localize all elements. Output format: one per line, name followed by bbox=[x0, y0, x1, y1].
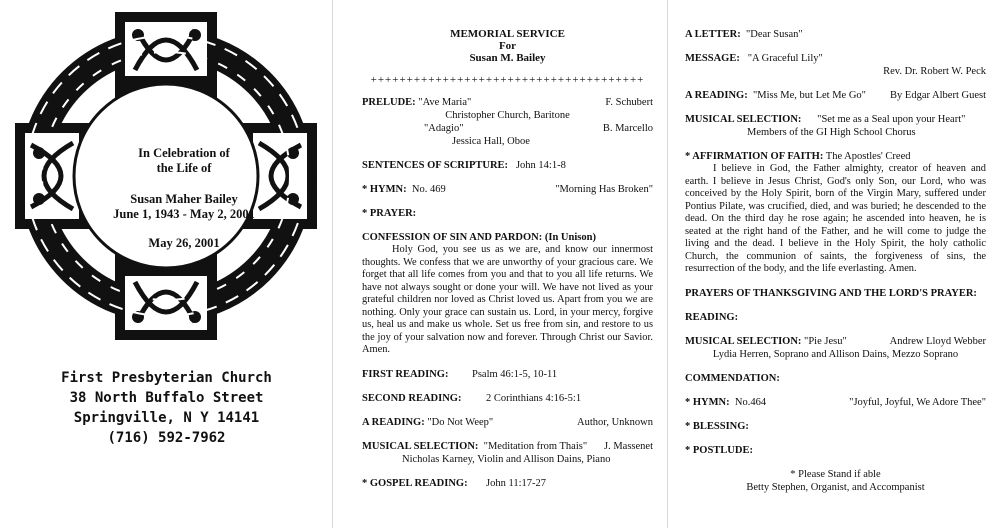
musical-selection-row bbox=[685, 113, 986, 126]
church-info bbox=[0, 368, 333, 448]
message-label: MESSAGE: bbox=[685, 53, 740, 64]
musical2-row bbox=[685, 335, 986, 348]
musical-label: MUSICAL SELECTION: bbox=[362, 440, 479, 452]
first-reading-ref: Psalm 46:1-5, 10-11 bbox=[472, 368, 558, 380]
celebration-text bbox=[111, 146, 257, 251]
letter-label: A LETTER: bbox=[685, 29, 741, 40]
church-street: 38 North Buffalo Street bbox=[69, 390, 264, 406]
hymn2-row bbox=[685, 396, 986, 409]
musical-title: "Meditation from Thais" bbox=[483, 440, 588, 452]
second-reading-label: SECOND READING: bbox=[362, 392, 462, 404]
letter-title: "Dear Susan" bbox=[745, 29, 803, 40]
confession-text: Holy God, you see us as we are, and know our innermost thoughts. We confess that we are unworthy of your gracious care. We forget that all life comes from you and that to you all life returns. We have not always sought or done your will. We have not lived as your grateful children nor loved as Christ loved us. Apart from you we are nothing. Only your grace can sustain us. Lord, in your mercy, forgive us, heal us and make us whole. Set us free from sin, and restore to us the joy of your salvation now and forever. Through Christ our Savior. Amen. bbox=[362, 244, 653, 355]
church-city: Springville, N Y 14141 bbox=[73, 410, 260, 426]
hymn-number: No. 469 bbox=[411, 184, 446, 195]
prayers-label: PRAYERS OF THANKSGIVING AND THE LORD'S PRAYER: bbox=[685, 287, 977, 299]
a-reading-title: "Do Not Weep" bbox=[427, 416, 494, 428]
life-dates: June 1, 1943 - May 2, 2001 bbox=[113, 207, 255, 221]
postlude-label: * POSTLUDE: bbox=[685, 444, 753, 456]
stand-note: * Please Stand if able bbox=[790, 468, 881, 480]
service-for: For bbox=[498, 40, 517, 52]
musical-composer: J. Massenet bbox=[604, 440, 653, 452]
blessing-label: * BLESSING: bbox=[685, 420, 749, 432]
affirmation-creed: The Apostles' Creed bbox=[825, 151, 911, 162]
hymn-row bbox=[362, 183, 653, 196]
second-reading-row bbox=[362, 392, 653, 405]
letter-row bbox=[685, 28, 986, 41]
organist-credit: Betty Stephen, Organist, and Accompanist bbox=[746, 481, 925, 493]
reading-label: A READING: bbox=[685, 90, 748, 101]
service-date: May 26, 2001 bbox=[148, 236, 220, 250]
service-title: MEMORIAL SERVICE bbox=[450, 28, 565, 40]
hymn2-label: * HYMN: bbox=[685, 396, 730, 408]
affirmation-text: I believe in God, the Father almighty, creator of heaven and earth. I believe in Jesus Christ, God's only Son, our Lord, who was conceived by the Holy Spirit, born of the Virgin Mary, suffered under Pontius Pilate, was crucified, died, and was buried; he descended to the dead. On the third day he rose again; he ascended into heaven, he is seated at the right hand of the Father, and he will come to judge the living and the dead. I believe in the Holy Spirit, the holy catholic Church, the communion of saints, the forgiveness of sins, the resurrection of the body, and the life everlasting. Amen. bbox=[685, 163, 986, 274]
prelude-piece1: "Ave Maria" bbox=[418, 97, 472, 108]
musical2-composer: Andrew Lloyd Webber bbox=[889, 335, 986, 347]
first-reading-label: FIRST READING: bbox=[362, 368, 449, 380]
hymn2-number: No.464 bbox=[734, 396, 767, 408]
a-reading-row bbox=[362, 416, 653, 429]
reading-title: "Miss Me, but Let Me Go" bbox=[752, 90, 866, 101]
prelude-label: PRELUDE: bbox=[362, 97, 416, 108]
reading-row bbox=[685, 89, 986, 102]
celtic-cross-emblem bbox=[15, 10, 317, 342]
divider: ++++++++++++++++++++++++++++++++++++++ bbox=[370, 74, 645, 86]
scripture-ref: John 14:1-8 bbox=[515, 160, 566, 171]
affirmation-label: * AFFIRMATION OF FAITH: bbox=[685, 151, 824, 162]
prayer-label: * PRAYER: bbox=[362, 208, 417, 219]
message-title: "A Graceful Lily" bbox=[747, 53, 823, 64]
prelude-performer1: Christopher Church, Baritone bbox=[445, 110, 570, 121]
service-order-panel bbox=[334, 0, 668, 528]
cover-panel bbox=[0, 0, 333, 528]
musical-selection-title: "Set me as a Seal upon your Heart" bbox=[817, 114, 966, 125]
service-person: Susan M. Bailey bbox=[469, 52, 546, 64]
celebration-line2: the Life of bbox=[156, 161, 212, 175]
scripture-label: SENTENCES OF SCRIPTURE: bbox=[362, 160, 509, 171]
prelude-row bbox=[362, 96, 653, 109]
musical2-title: "Pie Jesu" bbox=[804, 335, 847, 347]
musical-selection-label: MUSICAL SELECTION: bbox=[685, 114, 802, 125]
church-name: First Presbyterian Church bbox=[61, 370, 272, 386]
hymn-title: "Morning Has Broken" bbox=[555, 184, 653, 195]
hymn-label: * HYMN: bbox=[362, 184, 407, 195]
hymn2-title: "Joyful, Joyful, We Adore Thee" bbox=[849, 396, 986, 408]
gospel-label: * GOSPEL READING: bbox=[362, 477, 468, 489]
prelude-performer2: Jessica Hall, Oboe bbox=[452, 136, 530, 147]
a-reading-label: A READING: bbox=[362, 416, 425, 428]
reading-author: By Edgar Albert Guest bbox=[890, 90, 986, 101]
scripture-row bbox=[362, 159, 653, 172]
gospel-row bbox=[362, 477, 653, 490]
musical-performers: Nicholas Karney, Violin and Allison Dains, Piano bbox=[402, 453, 611, 465]
musical-row bbox=[362, 440, 653, 453]
commendation-label: COMMENDATION: bbox=[685, 372, 780, 384]
prelude-composer2: B. Marcello bbox=[602, 123, 653, 134]
second-reading-ref: 2 Corinthians 4:16-5:1 bbox=[486, 392, 582, 404]
church-phone: (716) 592-7962 bbox=[107, 430, 226, 446]
a-reading-author: Author, Unknown bbox=[577, 416, 653, 428]
message-speaker: Rev. Dr. Robert W. Peck bbox=[883, 66, 986, 77]
musical2-performers: Lydia Herren, Soprano and Allison Dains, Mezzo Soprano bbox=[712, 348, 959, 360]
prelude-piece2: "Adagio" bbox=[424, 123, 464, 134]
confession-label: CONFESSION OF SIN AND PARDON: (In Unison) bbox=[362, 232, 596, 243]
gospel-ref: John 11:17-27 bbox=[486, 477, 546, 489]
musical-selection-performers: Members of the GI High School Chorus bbox=[747, 127, 916, 138]
deceased-name: Susan Maher Bailey bbox=[130, 192, 238, 206]
reading2-label: READING: bbox=[685, 311, 739, 323]
prelude-composer1: F. Schubert bbox=[605, 97, 653, 108]
first-reading-row bbox=[362, 368, 653, 381]
musical2-label: MUSICAL SELECTION: bbox=[685, 335, 802, 347]
service-continuation-panel bbox=[669, 0, 1000, 528]
celebration-line1: In Celebration of bbox=[138, 146, 230, 160]
affirmation-row bbox=[685, 150, 986, 163]
message-row bbox=[685, 52, 986, 65]
